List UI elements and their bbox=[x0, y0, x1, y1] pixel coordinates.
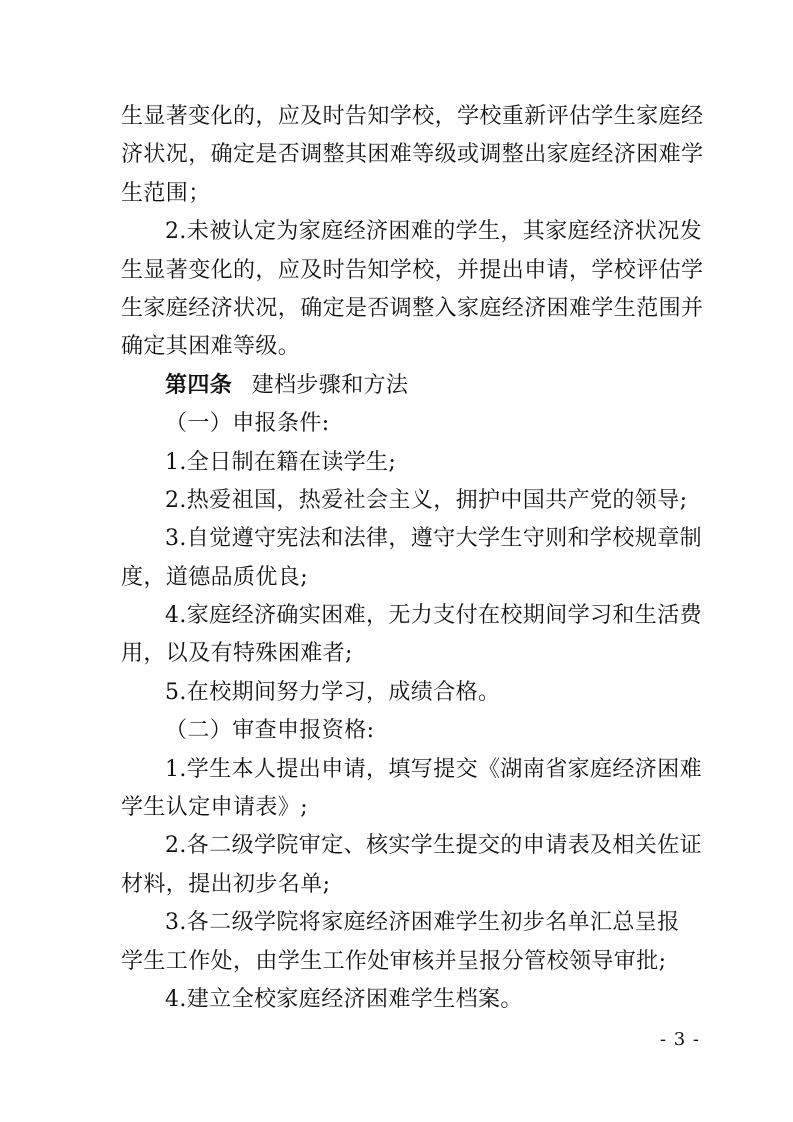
list-item-continuation: 用，以及有特殊困难者; bbox=[121, 641, 353, 667]
paragraph-line: 生显著变化的，应及时告知学校，并提出申请，学校评估学 bbox=[121, 257, 704, 283]
article-title: 建档步骤和方法 bbox=[251, 372, 409, 398]
list-item: 2.各二级学院审定、核实学生提交的申请表及相关佐证 bbox=[165, 833, 702, 859]
section-heading: （一）申报条件: bbox=[165, 411, 330, 437]
paragraph-line: 生显著变化的，应及时告知学校，学校重新评估学生家庭经 bbox=[121, 104, 704, 129]
document-body bbox=[121, 98, 704, 1019]
list-item: 5.在校期间努力学习，成绩合格。 bbox=[165, 679, 501, 705]
paragraph-line: 济状况，确定是否调整其困难等级或调整出家庭经济困难学 bbox=[121, 142, 704, 168]
list-item: 1.全日制在籍在读学生; bbox=[165, 449, 397, 475]
paragraph-line: 生家庭经济状况，确定是否调整入家庭经济困难学生范围并 bbox=[121, 295, 704, 321]
list-item-continuation: 度，道德品质优良; bbox=[121, 564, 309, 590]
list-item-continuation: 学生工作处，由学生工作处审核并呈报分管校领导审批; bbox=[121, 948, 667, 974]
list-item-continuation: 材料，提出初步名单; bbox=[121, 871, 331, 897]
list-item-continuation: 学生认定申请表》; bbox=[121, 795, 309, 821]
paragraph-line: 2.未被认定为家庭经济困难的学生，其家庭经济状况发 bbox=[165, 219, 702, 245]
article-heading bbox=[121, 367, 681, 405]
list-item: 3.自觉遵守宪法和法律，遵守大学生守则和学校规章制 bbox=[165, 526, 702, 552]
list-item: 4.建立全校家庭经济困难学生档案。 bbox=[165, 986, 523, 1012]
list-item: 3.各二级学院将家庭经济困难学生初步名单汇总呈报 bbox=[165, 910, 680, 936]
article-label: 第四条 bbox=[165, 372, 233, 398]
page-number: - 3 - bbox=[659, 1029, 700, 1050]
section-heading: （二）审查申报资格: bbox=[165, 718, 375, 744]
list-item: 1.学生本人提出申请，填写提交《湖南省家庭经济困难 bbox=[165, 756, 702, 782]
paragraph-line: 确定其困难等级。 bbox=[121, 334, 301, 360]
list-item: 2.热爱祖国，热爱社会主义，拥护中国共产党的领导; bbox=[165, 487, 688, 513]
paragraph-line: 生范围； bbox=[121, 180, 211, 206]
list-item: 4.家庭经济确实困难，无力支付在校期间学习和生活费 bbox=[165, 603, 702, 629]
